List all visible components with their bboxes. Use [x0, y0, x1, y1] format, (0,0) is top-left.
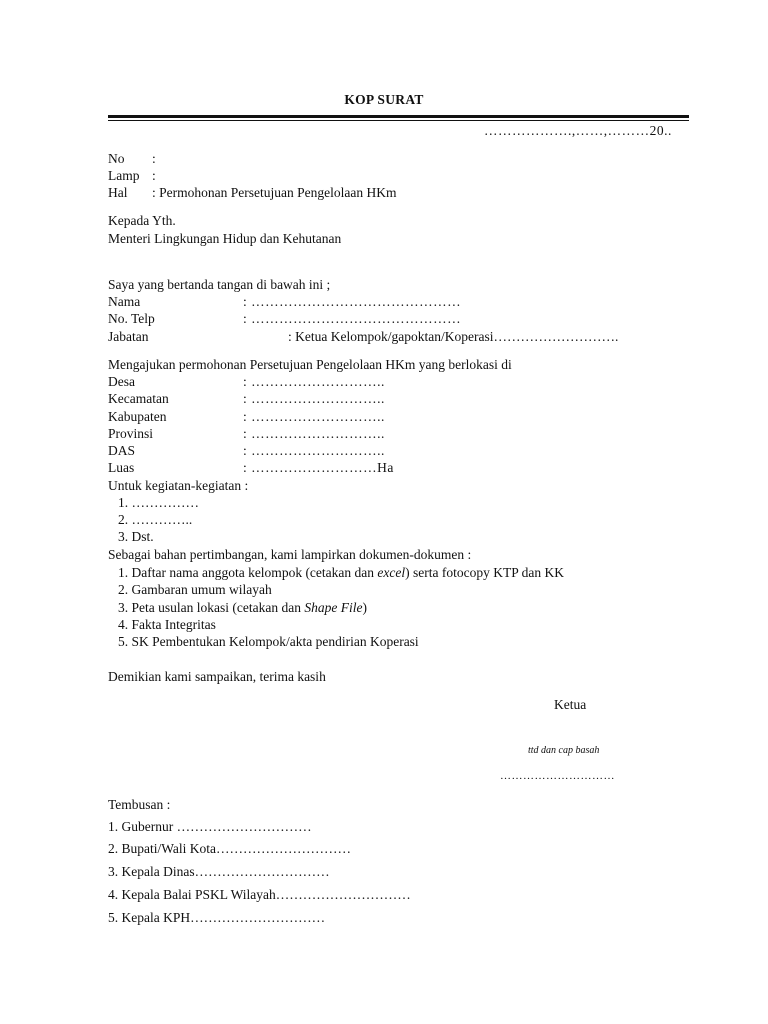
jabatan-value: : Ketua Kelompok/gapoktan/Koperasi………………………. [288, 329, 619, 344]
attachment-item-italic: Shape File [304, 600, 363, 615]
addressee-salutation: Kepada Yth. [108, 213, 176, 228]
desa-label: Desa [108, 374, 135, 389]
addressee-name: Menteri Lingkungan Hidup dan Kehutanan [108, 231, 342, 246]
attachment-item: 2. Gambaran umum wilayah [118, 582, 272, 597]
attachment-item: 5. SK Pembentukan Kelompok/akta pendirian Koperasi [118, 634, 419, 649]
das-value: : ……………………….. [243, 443, 385, 458]
no-label: No [108, 151, 125, 166]
signer-role: Ketua [554, 697, 587, 712]
letterhead-rule-thick [108, 115, 689, 118]
activity-item: 2. ………….. [118, 512, 193, 527]
provinsi-value: : ……………………….. [243, 426, 385, 441]
cc-item: 1. Gubernur ………………………… [108, 819, 312, 834]
hal-value: : Permohonan Persetujuan Pengelolaan HKm [152, 185, 397, 200]
cc-item: 5. Kepala KPH………………………… [108, 910, 326, 925]
nama-value: : ……………………………………… [243, 294, 462, 309]
cc-title: Tembusan : [108, 797, 171, 812]
kabupaten-value: : ……………………….. [243, 409, 385, 424]
telp-label: No. Telp [108, 311, 155, 326]
attachment-item: 4. Fakta Integritas [118, 617, 216, 632]
kabupaten-label: Kabupaten [108, 409, 167, 424]
attachment-item-text: 1. Daftar nama anggota kelompok (cetakan dan [118, 565, 378, 580]
kecamatan-label: Kecamatan [108, 391, 169, 406]
cc-item: 4. Kepala Balai PSKL Wilayah………………………… [108, 887, 411, 902]
attachment-item-text: 3. Peta usulan lokasi (cetakan dan [118, 600, 305, 615]
das-label: DAS [108, 443, 136, 458]
activity-item: 3. Dst. [118, 529, 154, 544]
provinsi-label: Provinsi [108, 426, 154, 441]
location-intro: Mengajukan permohonan Persetujuan Pengelolaan HKm yang berlokasi di [108, 357, 512, 372]
lamp-separator: : [152, 168, 156, 183]
jabatan-label: Jabatan [108, 329, 149, 344]
cc-item: 2. Bupati/Wali Kota………………………… [108, 841, 352, 856]
desa-value: : ……………………….. [243, 374, 385, 389]
date-line: ……………….,……,………20.. [484, 123, 672, 138]
nama-label: Nama [108, 294, 141, 309]
kecamatan-value: : ……………………….. [243, 391, 385, 406]
attachment-item-italic: excel [377, 565, 406, 580]
activities-intro: Untuk kegiatan-kegiatan : [108, 478, 249, 493]
hal-label: Hal [108, 185, 128, 200]
closing-text: Demikian kami sampaikan, terima kasih [108, 669, 326, 684]
signature-line: ………………………… [500, 770, 615, 782]
attachment-item [118, 564, 564, 581]
attachments-intro: Sebagai bahan pertimbangan, kami lampirkan dokumen-dokumen : [108, 547, 472, 562]
luas-value: : ………………………Ha [243, 460, 394, 475]
no-separator: : [152, 151, 156, 166]
lamp-label: Lamp [108, 168, 140, 183]
telp-value: : ……………………………………… [243, 311, 462, 326]
attachment-item [118, 599, 367, 616]
cc-item: 3. Kepala Dinas………………………… [108, 864, 330, 879]
attachment-item-text: ) serta fotocopy KTP dan KK [405, 565, 564, 580]
luas-label: Luas [108, 460, 135, 475]
applicant-intro: Saya yang bertanda tangan di bawah ini ; [108, 277, 331, 292]
letterhead-title: KOP SURAT [344, 92, 424, 107]
letterhead-rule-thin [108, 120, 689, 121]
attachment-item-text: ) [362, 600, 367, 615]
signature-note: ttd dan cap basah [528, 745, 600, 756]
activity-item: 1. …………… [118, 495, 199, 510]
